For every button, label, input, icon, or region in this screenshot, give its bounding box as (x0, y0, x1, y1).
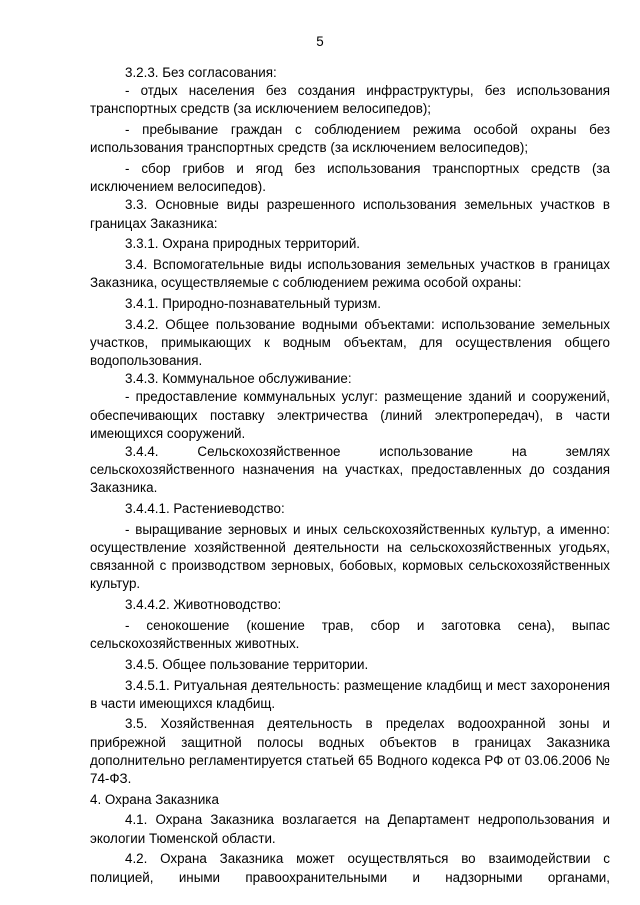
list-item-crop-growing: - выращивание зерновых и иных сельскохозяйственных культур, а именно: осуществление хозяйственной деятельности на сельскохозяйственных угодьях, связанной с производством зерновых, бобовых, кормовых сельскохозяйственных культур. (90, 521, 610, 592)
paragraph-3-4-3: 3.4.3. Коммунальное обслуживание: (125, 371, 352, 387)
paragraph-3-4-1: 3.4.1. Природно-познавательный туризм. (125, 295, 381, 311)
section-heading-4: 4. Охрана Заказника (90, 791, 219, 807)
page-number: 5 (316, 34, 324, 49)
document-body (90, 64, 610, 887)
paragraph-3-4-4-1: 3.4.4.1. Растениеводство: (125, 501, 285, 517)
paragraph-3-5: 3.5. Хозяйственная деятельность в пределах водоохранной зоны и прибрежной защитной полосы водных объектов в границах Заказника дополнительно регламентируется статьей 65 Водного кодекса РФ от 03.06.2006 № 74-ФЗ. (90, 716, 610, 787)
paragraph-3-4-4: 3.4.4. Сельскохозяйственное использование на землях сельскохозяйственного назначения на участках, предоставленных до создания Заказника. (90, 444, 610, 496)
list-item-mushrooms-berries: - сбор грибов и ягод без использования транспортных средств (за исключением велосипедов). (90, 161, 610, 195)
paragraph-3-4: 3.4. Вспомогательные виды использования земельных участков в границах Заказника, осуществляемые с соблюдением режима особой охраны: (90, 257, 610, 291)
paragraph-4-1: 4.1. Охрана Заказника возлагается на Департамент недропользования и экологии Тюменской области. (90, 812, 610, 846)
paragraph-4-2: 4.2. Охрана Заказника может осуществляться во взаимодействии с полицией, иными правоохранительными и надзорными органами, (90, 851, 610, 885)
paragraph-3-3-1: 3.3.1. Охрана природных территорий. (125, 236, 361, 252)
list-item-utilities: - предоставление коммунальных услуг: размещение зданий и сооружений, обеспечивающих поставку электричества (линий электропередач), в части имеющихся сооружений. (90, 389, 610, 441)
paragraph-3-4-4-2: 3.4.4.2. Животноводство: (125, 597, 282, 613)
list-item-haymaking: - сенокошение (кошение трав, сбор и заготовка сена), выпас сельскохозяйственных животных. (90, 617, 610, 652)
paragraph-3-4-5: 3.4.5. Общее пользование территории. (125, 656, 369, 672)
paragraph-3-4-5-1: 3.4.5.1. Ритуальная деятельность: размещение кладбищ и мест захоронения в части имеющихся кладбищ. (90, 677, 610, 711)
list-item-citizens-stay: - пребывание граждан с соблюдением режима особой охраны без использования транспортных средств (за исключением велосипедов); (90, 122, 610, 156)
paragraph-3-3: 3.3. Основные виды разрешенного использования земельных участков в границах Заказника: (90, 197, 610, 231)
list-item-recreation: - отдых населения без создания инфраструктуры, без использования транспортных средств (за исключением велосипедов); (90, 83, 610, 117)
paragraph-3-2-3: 3.2.3. Без согласования: (125, 65, 277, 80)
paragraph-3-4-2: 3.4.2. Общее пользование водными объектами: использование земельных участков, примыкающих к водным объектам, для осуществления общего водопользования. (90, 316, 610, 369)
